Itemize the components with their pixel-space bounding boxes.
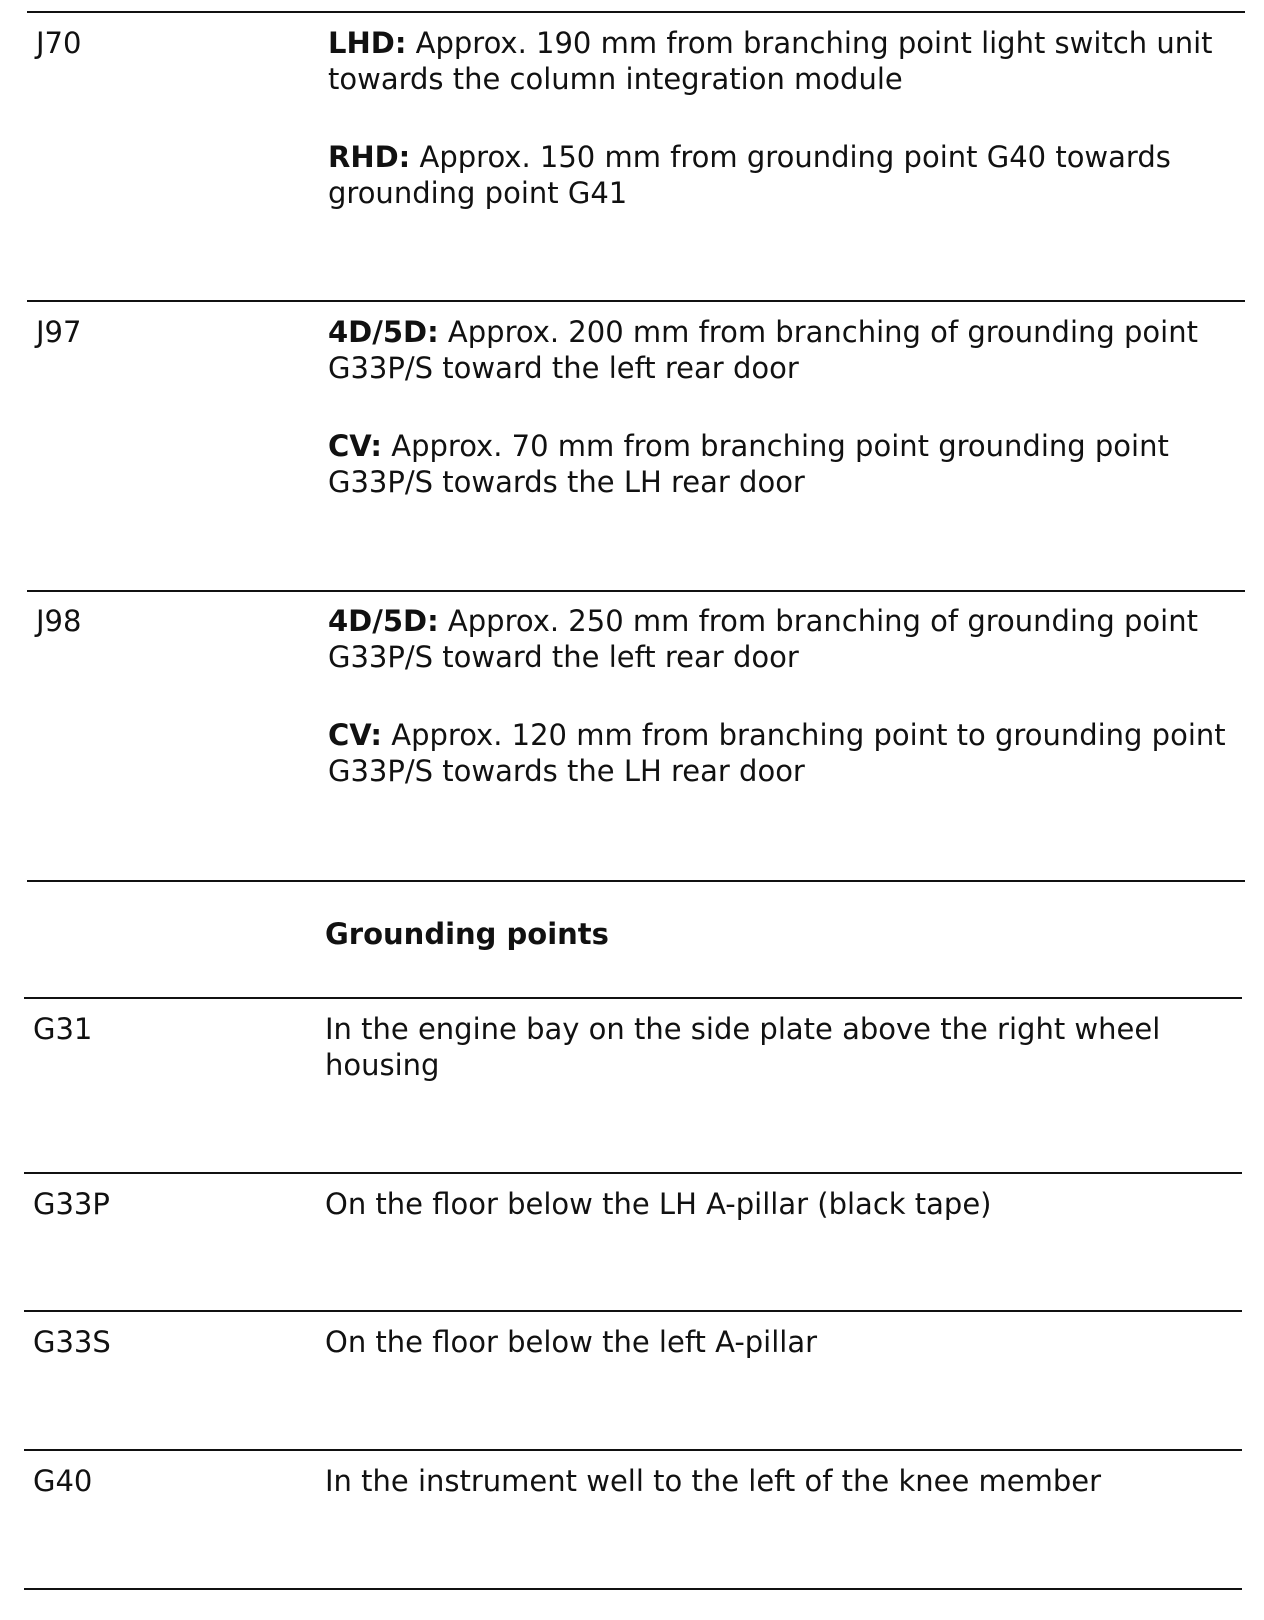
row-divider-j98: [27, 590, 1245, 592]
variant-label: CV:: [328, 429, 383, 463]
variant-label: CV:: [328, 718, 383, 752]
variant-label: RHD:: [328, 140, 411, 174]
entry-text: Approx. 70 mm from branching point grounding point G33P/S towards the LH rear door: [328, 429, 1169, 499]
grounding-code-g33s: G33S: [33, 1325, 111, 1359]
grounding-text-g33p: On the floor below the LH A-pillar (black tape): [325, 1187, 992, 1221]
entry-text: Approx. 190 mm from branching point light switch unit towards the column integration module: [328, 26, 1213, 96]
grounding-text-g33s: On the floor below the left A-pillar: [325, 1325, 818, 1359]
grounding-text-g40: In the instrument well to the left of the knee member: [325, 1464, 1102, 1498]
table-bottom-rule: [24, 1588, 1242, 1590]
entry-code-j98: J98: [36, 604, 82, 638]
entry-j70-lhd: [328, 25, 1228, 97]
entry-text: Approx. 250 mm from branching of grounding point G33P/S toward the left rear door: [328, 604, 1198, 674]
entry-j98-cv: [328, 717, 1228, 789]
table-top-rule: [27, 11, 1245, 13]
entry-code-j70: J70: [36, 26, 82, 60]
row-divider-g40: [24, 1449, 1242, 1451]
grounding-code-g31: G31: [33, 1012, 93, 1046]
row-divider-j97: [27, 300, 1245, 302]
entry-j98-4d5d: [328, 603, 1228, 675]
section-title: Grounding points: [325, 917, 609, 951]
variant-label: 4D/5D:: [328, 315, 439, 349]
grounding-text-g31: In the engine bay on the side plate above the right wheel housing: [325, 1012, 1161, 1082]
variant-label: LHD:: [328, 26, 407, 60]
entry-j97-4d5d: [328, 314, 1228, 386]
entry-text: Approx. 120 mm from branching point to grounding point G33P/S towards the LH rear door: [328, 718, 1226, 788]
variant-label: 4D/5D:: [328, 604, 439, 638]
entry-j70-rhd: [328, 139, 1228, 211]
grounding-code-g33p: G33P: [33, 1187, 110, 1221]
row-divider-section: [27, 880, 1245, 882]
row-divider-g33p: [24, 1172, 1242, 1174]
entry-code-j97: J97: [36, 315, 82, 349]
entry-text: Approx. 200 mm from branching of grounding point G33P/S toward the left rear door: [328, 315, 1198, 385]
row-divider-g31: [24, 997, 1242, 999]
row-divider-g33s: [24, 1310, 1242, 1312]
entry-text: Approx. 150 mm from grounding point G40 towards grounding point G41: [328, 140, 1171, 210]
entry-j97-cv: [328, 428, 1228, 500]
grounding-code-g40: G40: [33, 1464, 93, 1498]
